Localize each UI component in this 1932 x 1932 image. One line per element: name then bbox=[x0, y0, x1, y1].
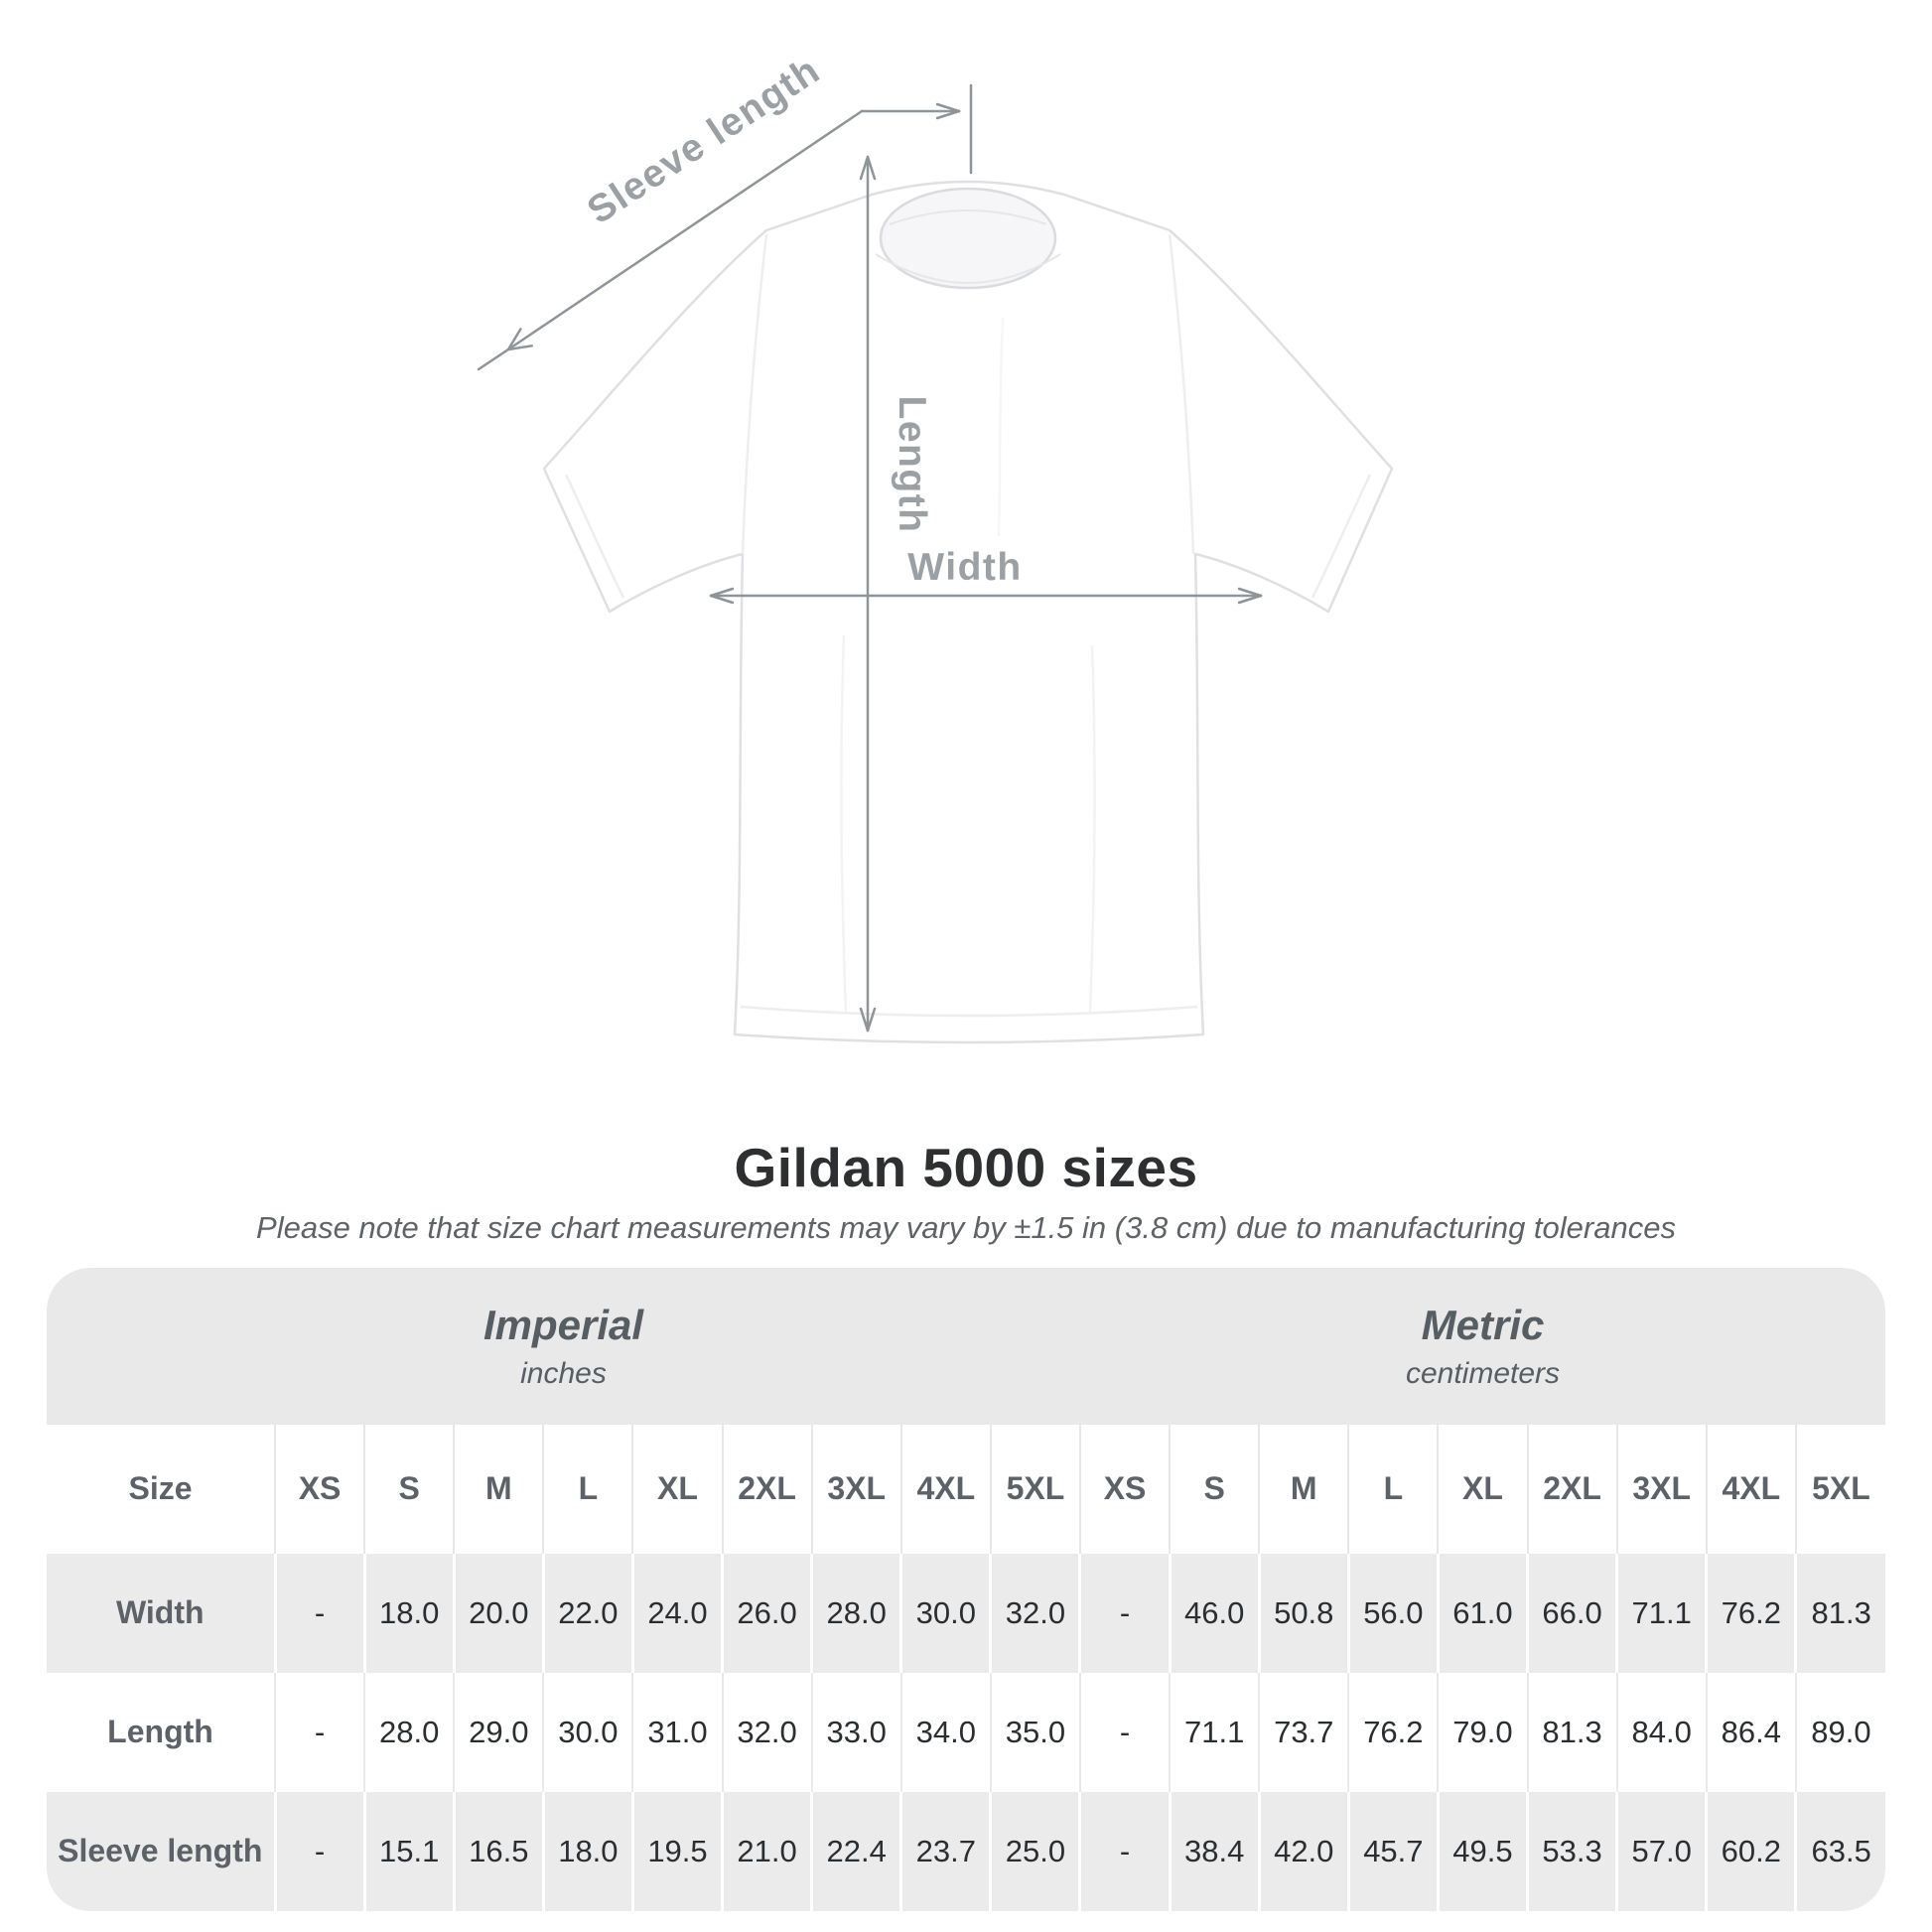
imperial-value: 19.5 bbox=[632, 1792, 722, 1911]
size-table-body bbox=[47, 1268, 1885, 1911]
metric-value: 61.0 bbox=[1438, 1554, 1527, 1673]
collar-opening bbox=[881, 189, 1055, 288]
imperial-value: - bbox=[275, 1673, 364, 1792]
imperial-size-3xl: 3XL bbox=[812, 1425, 901, 1554]
measurement-row-sleeve-length bbox=[47, 1792, 1885, 1911]
metric-value: - bbox=[1080, 1673, 1170, 1792]
imperial-size-4xl: 4XL bbox=[901, 1425, 991, 1554]
imperial-value: - bbox=[275, 1554, 364, 1673]
sleeve-length-label: Sleeve length bbox=[580, 48, 828, 233]
imperial-value: 29.0 bbox=[454, 1673, 543, 1792]
tshirt-graphic bbox=[544, 182, 1392, 1042]
metric-value: 66.0 bbox=[1528, 1554, 1617, 1673]
metric-value: - bbox=[1080, 1554, 1170, 1673]
tolerance-note: Please note that size chart measurements may vary by ±1.5 in (3.8 cm) due to manufacturing tolerances bbox=[256, 1209, 1676, 1245]
size-column-header: Size bbox=[128, 1470, 193, 1506]
imperial-unit: inches bbox=[520, 1356, 607, 1390]
unit-header-row bbox=[47, 1268, 1885, 1425]
row-label: Sleeve length bbox=[47, 1792, 275, 1911]
imperial-value: 15.1 bbox=[364, 1792, 454, 1911]
metric-value: 76.2 bbox=[1348, 1673, 1438, 1792]
imperial-header-cell bbox=[47, 1268, 1080, 1425]
imperial-value: 22.0 bbox=[543, 1554, 632, 1673]
imperial-value: 28.0 bbox=[364, 1673, 454, 1792]
imperial-value: 20.0 bbox=[454, 1554, 543, 1673]
imperial-value: 22.4 bbox=[812, 1792, 901, 1911]
metric-value: 45.7 bbox=[1348, 1792, 1438, 1911]
metric-header: Metric bbox=[1421, 1301, 1545, 1348]
metric-size-2xl: 2XL bbox=[1528, 1425, 1617, 1554]
metric-value: 50.8 bbox=[1259, 1554, 1348, 1673]
imperial-value: 31.0 bbox=[632, 1673, 722, 1792]
imperial-value: 32.0 bbox=[723, 1673, 812, 1792]
imperial-value: 30.0 bbox=[543, 1673, 632, 1792]
metric-size-s: S bbox=[1170, 1425, 1259, 1554]
metric-value: 71.1 bbox=[1170, 1673, 1259, 1792]
metric-unit: centimeters bbox=[1405, 1356, 1561, 1390]
imperial-value: 18.0 bbox=[543, 1792, 632, 1911]
metric-value: 81.3 bbox=[1528, 1673, 1617, 1792]
metric-value: 89.0 bbox=[1796, 1673, 1885, 1792]
metric-value: 76.2 bbox=[1707, 1554, 1796, 1673]
imperial-value: 35.0 bbox=[991, 1673, 1080, 1792]
row-label: Width bbox=[47, 1554, 275, 1673]
metric-size-xs: XS bbox=[1080, 1425, 1170, 1554]
metric-value: - bbox=[1080, 1792, 1170, 1911]
metric-header-cell bbox=[1080, 1268, 1885, 1425]
metric-value: 86.4 bbox=[1707, 1673, 1796, 1792]
imperial-value: 16.5 bbox=[454, 1792, 543, 1911]
metric-value: 57.0 bbox=[1617, 1792, 1707, 1911]
imperial-size-5xl: 5XL bbox=[991, 1425, 1080, 1554]
imperial-value: 25.0 bbox=[991, 1792, 1080, 1911]
imperial-size-s: S bbox=[364, 1425, 454, 1554]
imperial-value: 34.0 bbox=[901, 1673, 991, 1792]
metric-value: 71.1 bbox=[1617, 1554, 1707, 1673]
metric-value: 56.0 bbox=[1348, 1554, 1438, 1673]
imperial-value: 21.0 bbox=[723, 1792, 812, 1911]
metric-value: 81.3 bbox=[1796, 1554, 1885, 1673]
metric-size-5xl: 5XL bbox=[1796, 1425, 1885, 1554]
metric-value: 79.0 bbox=[1438, 1673, 1527, 1792]
imperial-header: Imperial bbox=[483, 1301, 644, 1348]
imperial-size-m: M bbox=[454, 1425, 543, 1554]
metric-value: 60.2 bbox=[1707, 1792, 1796, 1911]
metric-size-l: L bbox=[1348, 1425, 1438, 1554]
metric-value: 84.0 bbox=[1617, 1673, 1707, 1792]
metric-value: 42.0 bbox=[1259, 1792, 1348, 1911]
size-header-row bbox=[47, 1425, 1885, 1554]
width-label: Width bbox=[907, 546, 1023, 589]
metric-size-xl: XL bbox=[1438, 1425, 1527, 1554]
imperial-value: 33.0 bbox=[812, 1673, 901, 1792]
imperial-value: 32.0 bbox=[991, 1554, 1080, 1673]
row-label: Length bbox=[107, 1714, 213, 1749]
size-table bbox=[47, 1268, 1885, 1911]
size-chart bbox=[47, 1268, 1885, 1911]
metric-value: 49.5 bbox=[1438, 1792, 1527, 1911]
metric-size-4xl: 4XL bbox=[1707, 1425, 1796, 1554]
metric-size-m: M bbox=[1259, 1425, 1348, 1554]
imperial-size-xl: XL bbox=[632, 1425, 722, 1554]
page-title: Gildan 5000 sizes bbox=[734, 1137, 1198, 1198]
metric-value: 73.7 bbox=[1259, 1673, 1348, 1792]
metric-value: 38.4 bbox=[1170, 1792, 1259, 1911]
imperial-value: 28.0 bbox=[812, 1554, 901, 1673]
metric-size-3xl: 3XL bbox=[1617, 1425, 1707, 1554]
imperial-size-2xl: 2XL bbox=[723, 1425, 812, 1554]
imperial-value: 30.0 bbox=[901, 1554, 991, 1673]
imperial-value: 24.0 bbox=[632, 1554, 722, 1673]
measurement-row-width bbox=[47, 1554, 1885, 1673]
metric-value: 63.5 bbox=[1796, 1792, 1885, 1911]
imperial-value: 18.0 bbox=[364, 1554, 454, 1673]
measurement-row-length bbox=[47, 1673, 1885, 1792]
imperial-size-xs: XS bbox=[275, 1425, 364, 1554]
imperial-size-l: L bbox=[543, 1425, 632, 1554]
imperial-value: - bbox=[275, 1792, 364, 1911]
imperial-value: 23.7 bbox=[901, 1792, 991, 1911]
metric-value: 53.3 bbox=[1528, 1792, 1617, 1911]
sleeve-length-extension bbox=[479, 349, 508, 369]
metric-value: 46.0 bbox=[1170, 1554, 1259, 1673]
length-label: Length bbox=[891, 395, 933, 534]
imperial-value: 26.0 bbox=[723, 1554, 812, 1673]
